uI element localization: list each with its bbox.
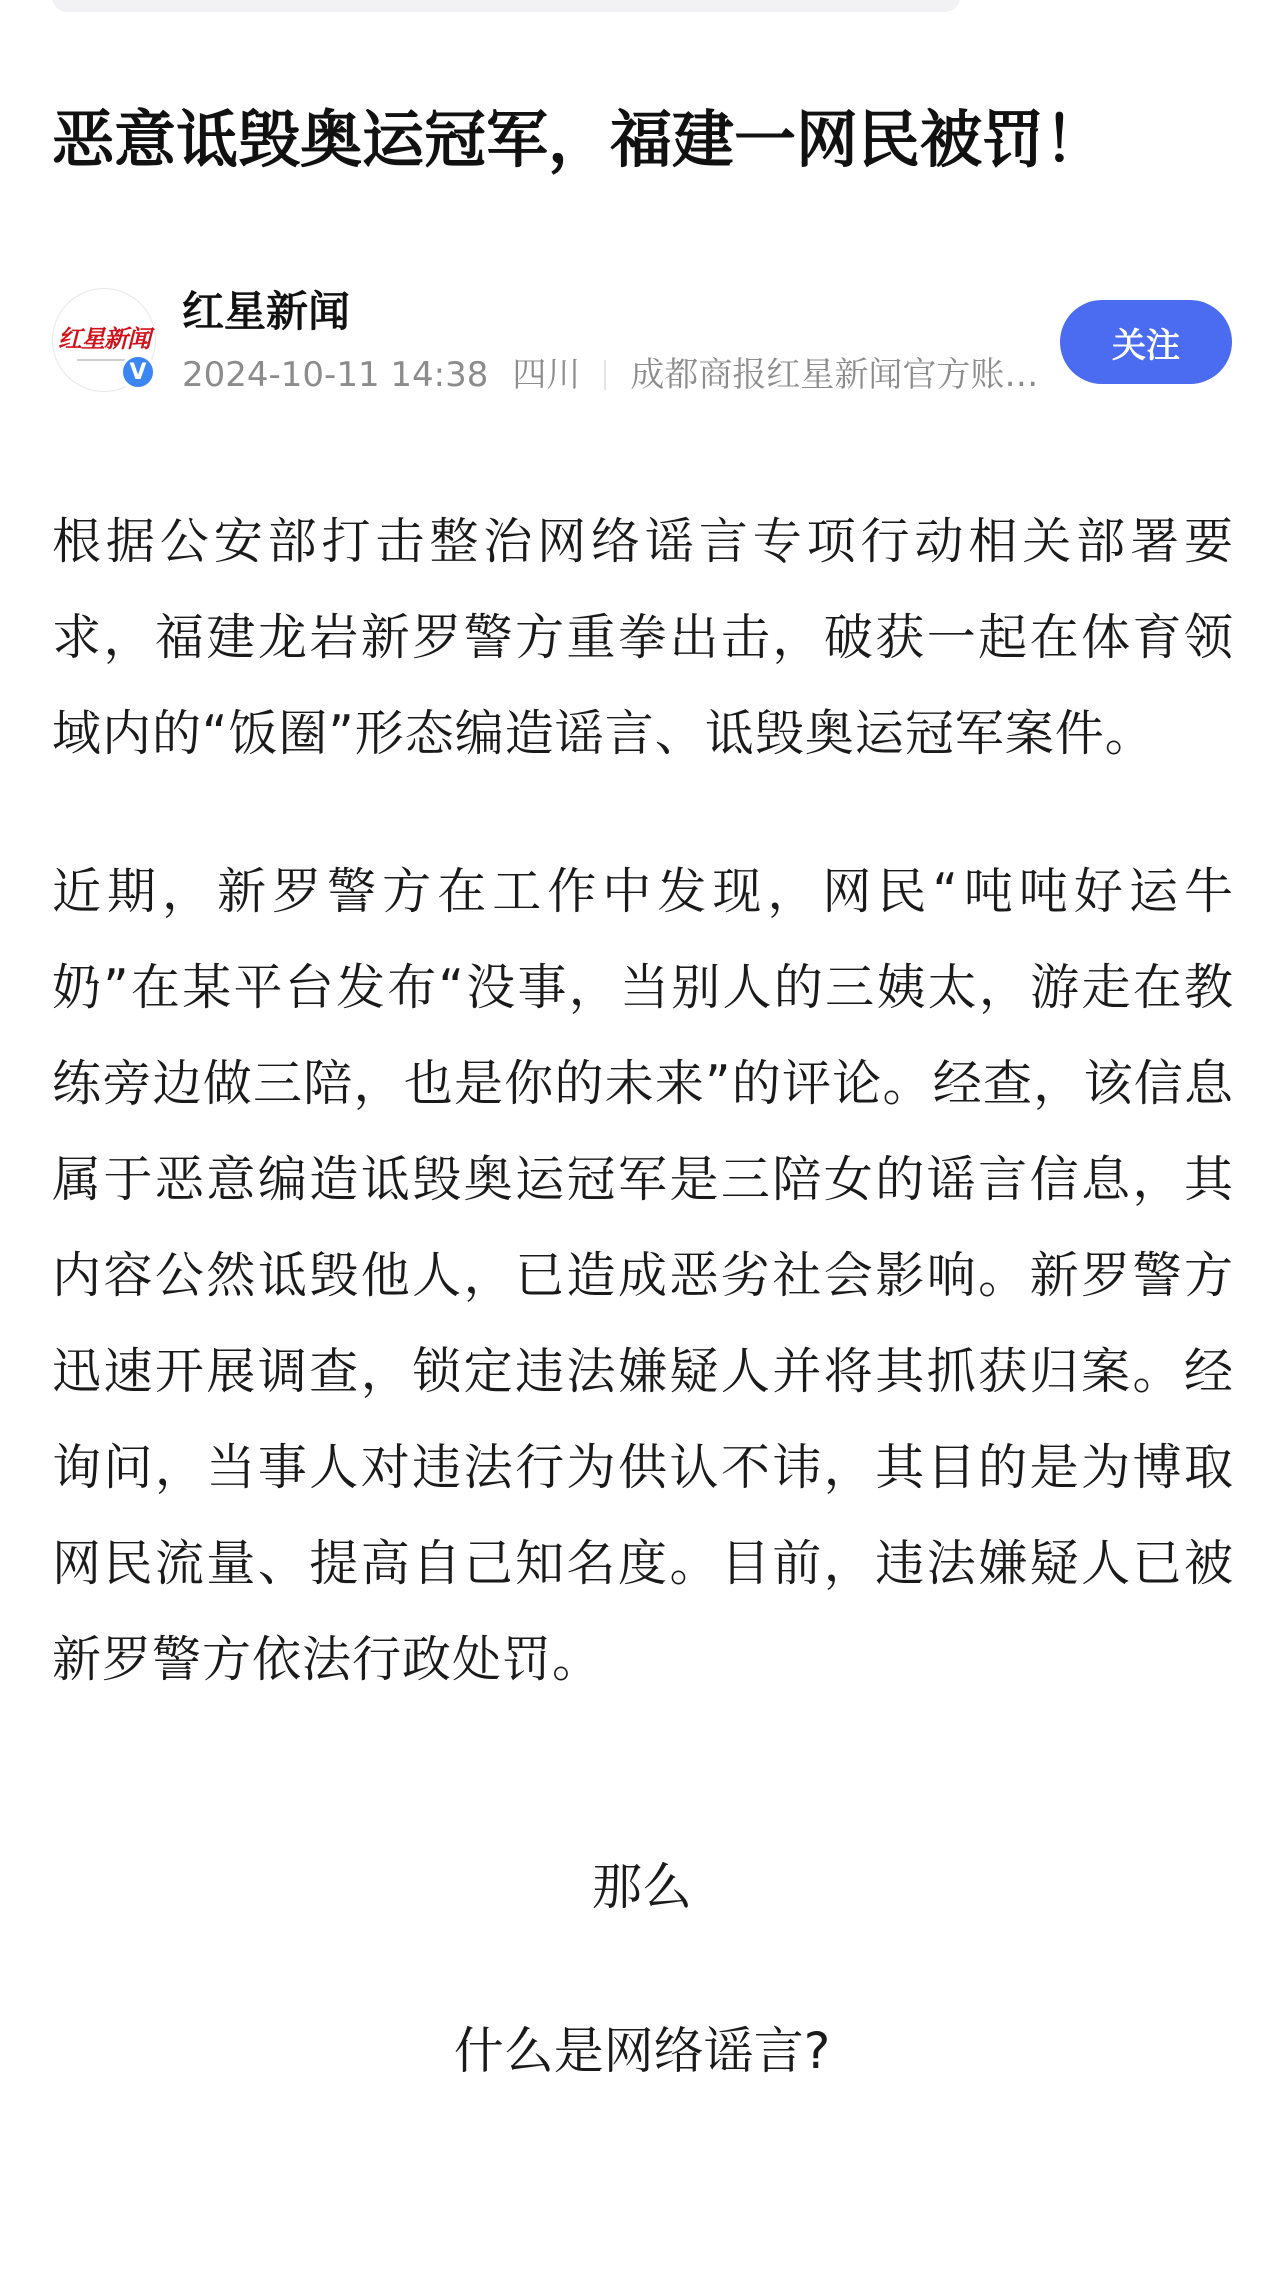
publish-location: 四川 — [512, 355, 581, 395]
paragraph: 近期，新罗警方在工作中发现，网民“吨吨好运牛奶”在某平台发布“没事，当别人的三姨太，游走在教练旁边做三陪，也是你的未来”的评论。经查，该信息属于恶意编造诋毁奥运冠军是三陪女的谣言信息，其内容公然诋毁他人，已造成恶劣社会影响。新罗警方迅速开展调查，锁定违法嫌疑人并将其抓获归案。经询问，当事人对违法行为供认不讳，其目的是为博取网民流量、提高自己知名度。目前，违法嫌疑人已被新罗警方依法行政处罚。 — [52, 863, 1234, 1688]
centered-text-2: 什么是网络谣言? — [453, 2022, 831, 2080]
avatar-logo: 红星新闻 — [58, 324, 150, 353]
article-title: 恶意诋毁奥运冠军，福建一网民被罚！ — [52, 103, 1107, 176]
author-organization: 成都商报红星新闻官方账… — [630, 355, 1039, 395]
verified-icon: V — [120, 354, 156, 390]
follow-button[interactable]: 关注 — [1060, 300, 1232, 384]
search-bar-remnant[interactable] — [52, 0, 960, 12]
meta-divider — [604, 360, 606, 390]
publish-datetime: 2024-10-11 14:38 — [182, 355, 489, 395]
author-row — [52, 286, 1232, 396]
article-body — [52, 494, 1234, 1708]
paragraph: 根据公安部打击整治网络谣言专项行动相关部署要求，福建龙岩新罗警方重拳出击，破获一起在体育领域内的“饭圈”形态编造谣言、诋毁奥运冠军案件。 — [52, 513, 1234, 762]
centered-text-1: 那么 — [592, 1858, 692, 1916]
author-name[interactable]: 红星新闻 — [182, 287, 351, 336]
author-meta — [182, 352, 1082, 398]
